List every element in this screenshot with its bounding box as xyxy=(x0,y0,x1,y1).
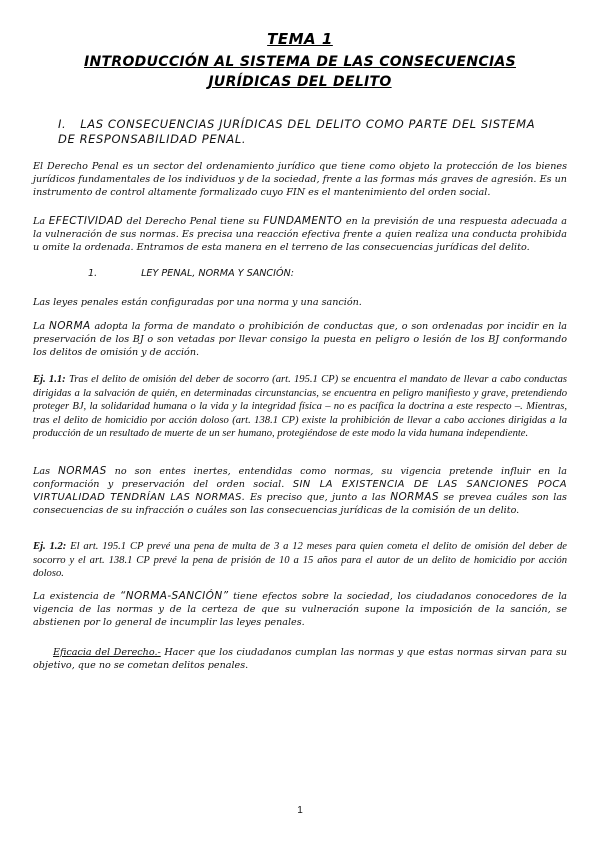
document-subtitle: INTRODUCCIÓN AL SISTEMA DE LAS CONSECUENCIAS JURÍDICAS DEL DELITO xyxy=(84,54,516,90)
example-1-2 xyxy=(33,540,567,581)
emphasis-normas: NORMAS xyxy=(57,465,107,477)
text-run: Las xyxy=(33,466,51,477)
example-label: Ej. 1.1: xyxy=(33,374,66,385)
emphasis-sanciones: SIN LA EXISTENCIA DE LAS SANCIONES POCA VIRTUALIDAD TENDRÍAN LAS NORMAS. xyxy=(33,479,567,503)
section-heading xyxy=(58,117,538,147)
paragraph-normas xyxy=(33,465,567,517)
text-run: se prevea cuáles son las consecuencias de su infracción o cuáles son las consecuencias jurídicas de la comisión de un delito. xyxy=(33,492,567,516)
text-run: Hacer que los ciudadanos cumplan las normas y que estas normas sirvan para su objetivo, que no se cometan delitos penales. xyxy=(33,647,567,671)
example-text: Tras el delito de omisión del deber de socorro (art. 195.1 CP) se encuentra el mandato de llevar a cabo conductas dirigidas a la salvación de quién, en determinadas circunstancias, se encuentra en peligro manifiesto y grave, pretendiendo proteger BJ, la solidaridad humana o la vida y la integridad física – no es pacífica la doctrina a este respecto –. Mientras, tras el delito de homicidio por acción doloso (art. 138.1 CP) existe la prohibición de llevar a cabo acciones dirigidas a la producción de un resultado de muerte de un ser humano, protegiéndose de este modo la vida humana independiente. xyxy=(33,374,568,439)
text-run: La existencia de xyxy=(33,591,116,602)
example-1-1 xyxy=(33,373,567,441)
text-run: en la previsión de una respuesta adecuada a la vulneración de sus normas. Es precisa una reacción efectiva frente a quien realiza una conducta prohibida u omite la ordenada. Entramos de esta manera en el terreno de las consecuencias jurídicas del delito. xyxy=(33,216,567,253)
text-run: del Derecho Penal tiene su xyxy=(126,216,260,227)
subheading-number: 1. xyxy=(88,268,98,279)
text-run: La xyxy=(33,321,46,332)
section-heading-text: LAS CONSECUENCIAS JURÍDICAS DEL DELITO COMO PARTE DEL SISTEMA DE RESPONSABILIDAD PENAL. xyxy=(58,117,536,146)
paragraph-efectividad xyxy=(33,215,567,254)
emphasis-normas: NORMAS xyxy=(390,491,439,503)
paragraph-derecho-penal: El Derecho Penal es un sector del ordenamiento jurídico que tiene como objeto la protección de los bienes jurídicos fundamentales de los individuos y de la sociedad, frente a las formas más graves de agresión. Es un instrumento de control altamente formalizado cuyo FIN es el mantenimiento del orden social. xyxy=(33,161,567,198)
text-run: no son entes inertes, entendidas como normas, su vigencia pretende influir en la conformación y preservación del orden social. xyxy=(33,466,567,490)
subheading-text: LEY PENAL, NORMA Y SANCIÓN: xyxy=(141,268,294,279)
emphasis-norma-sancion: “NORMA-SANCIÓN” xyxy=(119,590,229,602)
emphasis-fundamento: FUNDAMENTO xyxy=(263,215,343,227)
text-run: La xyxy=(33,216,46,227)
text-run: Es preciso que, junto a las xyxy=(250,492,386,503)
example-label: Ej. 1.2: xyxy=(33,541,67,552)
page-number: 1 xyxy=(297,805,303,816)
text-run: tiene efectos sobre la sociedad, los ciudadanos conocedores de la vigencia de las normas y de la certeza de que su vulneración supone la imposición de la sanción, se abstienen por lo general de incumplir las leyes penales. xyxy=(33,591,567,628)
paragraph-leyes-penales: Las leyes penales están configuradas por una norma y una sanción. xyxy=(33,297,362,308)
text-run: adopta la forma de mandato o prohibición de conductas que, o son ordenadas por incidir en la preservación de los BJ o son vetadas por llevar consigo la puesta en peligro o lesión de los BJ conformando los delitos de omisión y de acción. xyxy=(33,321,567,358)
paragraph-eficacia xyxy=(33,646,567,672)
emphasis-efectividad: EFECTIVIDAD xyxy=(48,215,123,227)
emphasis-norma: NORMA xyxy=(48,320,91,332)
eficacia-label: Eficacia del Derecho.- xyxy=(53,647,161,658)
document-title: TEMA 1 xyxy=(267,30,333,48)
subheading xyxy=(88,268,294,279)
paragraph-norma-sancion xyxy=(33,590,567,629)
example-text: El art. 195.1 CP prevé una pena de multa de 3 a 12 meses para quien cometa el delito de omisión del deber de socorro y el art. 138.1 CP prevé la pena de prisión de 10 a 15 años para el autor de un delito de homicidio por acción doloso. xyxy=(33,541,568,579)
paragraph-norma xyxy=(33,320,567,359)
section-heading-number: I. xyxy=(58,117,67,131)
